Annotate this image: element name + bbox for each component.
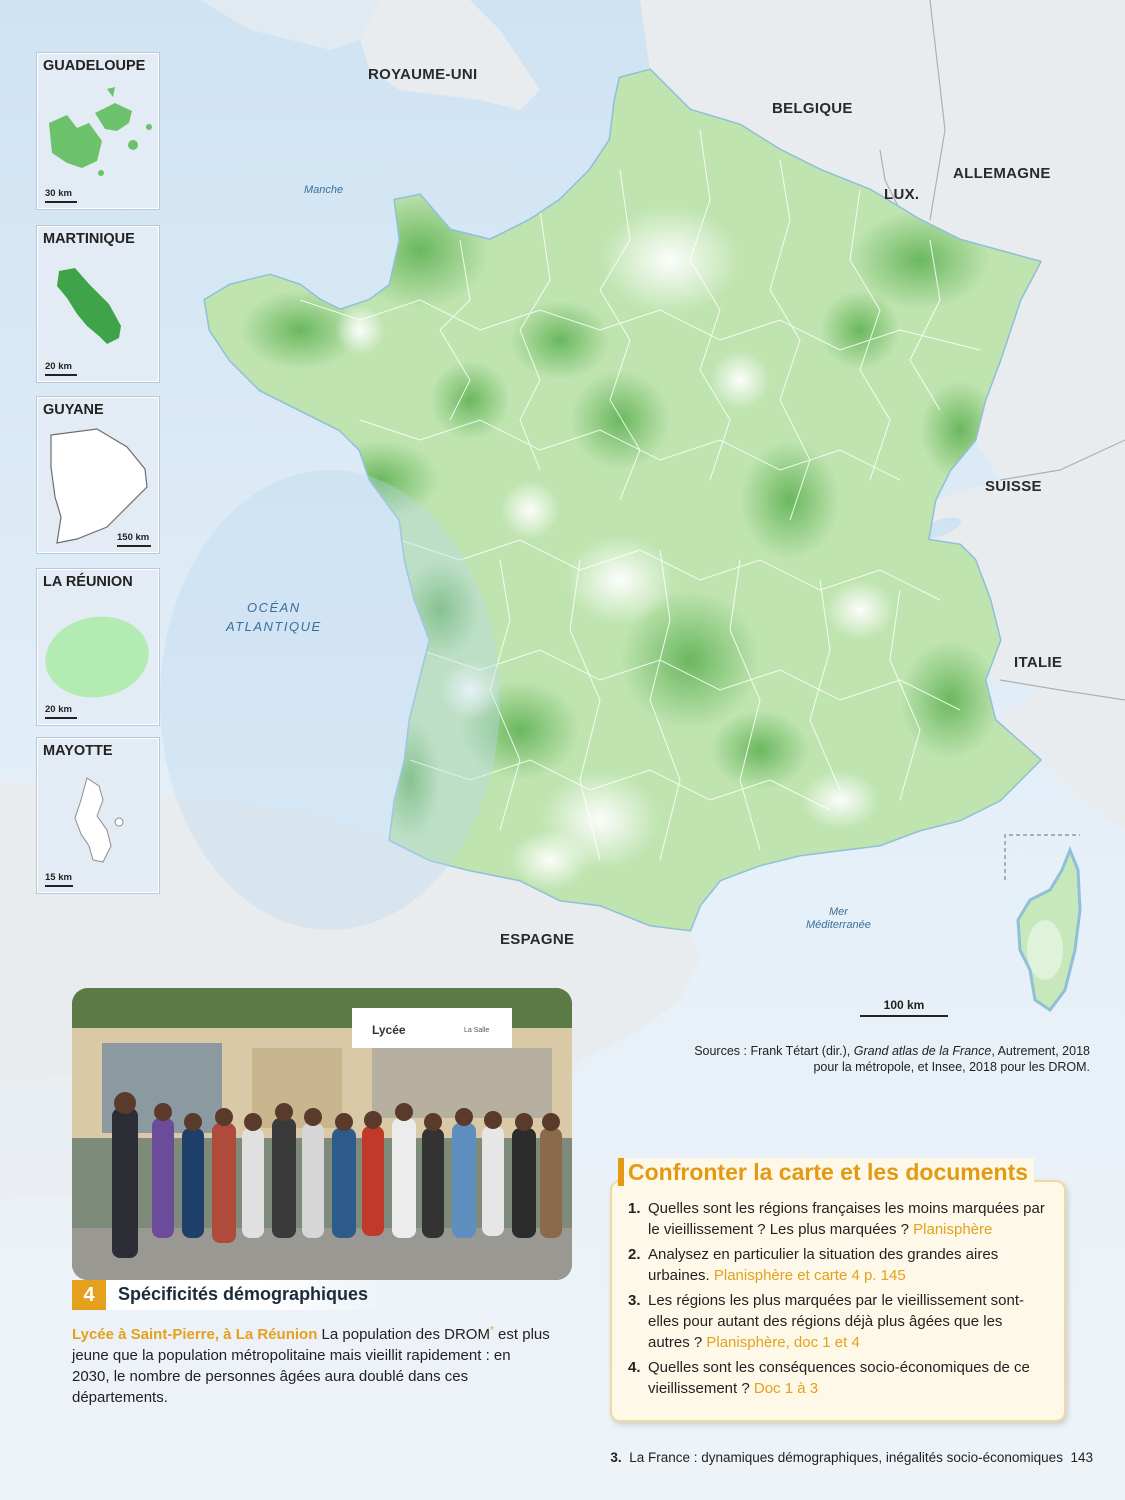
doc-title: Spécificités démographiques: [118, 1284, 369, 1304]
photo-sign-text: Lycée: [372, 1023, 406, 1037]
sources-prefix: Sources : Frank Tétart (dir.),: [694, 1044, 854, 1058]
question-ref: Planisphère et carte 4 p. 145: [713, 1267, 906, 1284]
label-med-line2: Méditerranée: [806, 919, 871, 931]
label-germany: ALLEMAGNE: [953, 165, 1051, 182]
lycee-photo: [72, 988, 572, 1280]
label-manche: Manche: [304, 184, 344, 196]
inset-guyane-title: GUYANE: [43, 402, 104, 418]
question-ref: Planisphère, doc 1 et 4: [706, 1334, 860, 1351]
question-ref: Planisphère: [913, 1221, 993, 1238]
caption-text-1: La population des DROM: [317, 1326, 490, 1343]
inset-guyane-scale: [117, 532, 151, 547]
guyane-shape: [37, 397, 159, 553]
sources-line2: pour la métropole, et Insee, 2018 pour les DROM.: [813, 1060, 1090, 1074]
inset-martinique: [36, 225, 160, 383]
map-sources: [670, 1043, 1090, 1075]
reunion-shape: [37, 569, 159, 725]
question-number: 1.: [628, 1200, 641, 1217]
label-uk: ROYAUME-UNI: [368, 66, 478, 83]
inset-guadeloupe-title: GUADELOUPE: [43, 58, 146, 74]
corsica-highlight: [1027, 920, 1063, 980]
uk-west: [200, 0, 380, 50]
inset-guyane-scale-label: 150 km: [117, 532, 150, 543]
question-item: [628, 1357, 1048, 1399]
uk-land: [360, 0, 540, 110]
question-text: Quelles sont les régions françaises les moins marquées par le vieillissement ? Les plus marquées ?: [648, 1200, 1045, 1238]
inset-reunion-scale-label: 20 km: [45, 704, 72, 715]
footer-chapter: 3.: [610, 1450, 622, 1465]
caption-highlight: Lycée à Saint-Pierre, à La Réunion: [72, 1326, 318, 1343]
question-number: 4.: [628, 1359, 641, 1376]
page-footer: [610, 1450, 1093, 1465]
question-ref: Doc 1 à 3: [753, 1380, 819, 1397]
doc-4-header: [72, 1280, 392, 1310]
label-atlantic-line1: OCÉAN: [246, 600, 301, 615]
inset-guadeloupe-scale: [45, 188, 77, 203]
caption-star: *: [489, 1325, 494, 1336]
label-spain: ESPAGNE: [500, 931, 575, 948]
question-number: 2.: [628, 1246, 641, 1263]
inset-guadeloupe-scale-label: 30 km: [45, 188, 72, 199]
label-switzerland: SUISSE: [985, 478, 1042, 495]
inset-martinique-scale-label: 20 km: [45, 361, 72, 372]
page-number: 143: [1070, 1450, 1093, 1465]
sources-title: Grand atlas de la France: [853, 1044, 992, 1058]
questions-list: [628, 1198, 1048, 1403]
label-atlantic: [226, 598, 322, 636]
label-italy: ITALIE: [1014, 654, 1063, 671]
question-item: [628, 1244, 1048, 1286]
martinique-shape: [37, 226, 159, 382]
inset-guadeloupe: [36, 52, 160, 210]
mayotte-shape: [37, 738, 159, 893]
label-atlantic-line2: ATLANTIQUE: [226, 619, 322, 634]
inset-reunion-title: LA RÉUNION: [43, 574, 133, 590]
inset-reunion-scale: [45, 704, 77, 719]
question-text: Quelles sont les conséquences socio-économiques de ce vieillissement ?: [648, 1359, 1030, 1397]
questions-title: Confronter la carte et les documents: [618, 1158, 1034, 1186]
photo-sign-small: La Salle: [464, 1027, 490, 1034]
inset-mayotte-scale: [45, 872, 73, 887]
inset-martinique-title: MARTINIQUE: [43, 231, 135, 247]
inset-reunion: [36, 568, 160, 726]
sources-suffix: , Autrement, 2018: [991, 1044, 1090, 1058]
caption-text-2: est plus jeune que la population métropolitaine mais vieillit rapidement : en 2030, le nombre de personnes âgées aura doublé dans ces départements.: [72, 1326, 550, 1406]
doc-number: 4: [72, 1280, 106, 1310]
photo-illustration: [72, 988, 572, 1280]
label-med-line1: Mer: [828, 906, 848, 918]
label-mediterranee: [806, 906, 871, 932]
doc-caption: [72, 1320, 552, 1408]
label-belgium: BELGIQUE: [772, 100, 853, 117]
guadeloupe-shape: [37, 53, 159, 209]
inset-guyane: [36, 396, 160, 554]
inset-mayotte: [36, 737, 160, 894]
question-text: Analysez en particulier la situation des grandes aires urbaines.: [648, 1246, 999, 1284]
inset-martinique-scale: [45, 361, 77, 376]
question-text: Les régions les plus marquées par le vieillissement sont-elles pour autant des régions déjà plus âgées que les autres ?: [648, 1292, 1025, 1351]
question-number: 3.: [628, 1292, 641, 1309]
label-luxembourg: LUX.: [884, 186, 920, 203]
footer-text: La France : dynamiques démographiques, inégalités socio-économiques: [629, 1450, 1063, 1465]
atlantic-shade: [160, 470, 500, 930]
question-item: [628, 1290, 1048, 1353]
map-scale-label: 100 km: [883, 998, 925, 1012]
inset-mayotte-scale-label: 15 km: [45, 872, 72, 883]
inset-mayotte-title: MAYOTTE: [43, 743, 113, 759]
map-scale-bar: [860, 998, 948, 1017]
question-item: [628, 1198, 1048, 1240]
